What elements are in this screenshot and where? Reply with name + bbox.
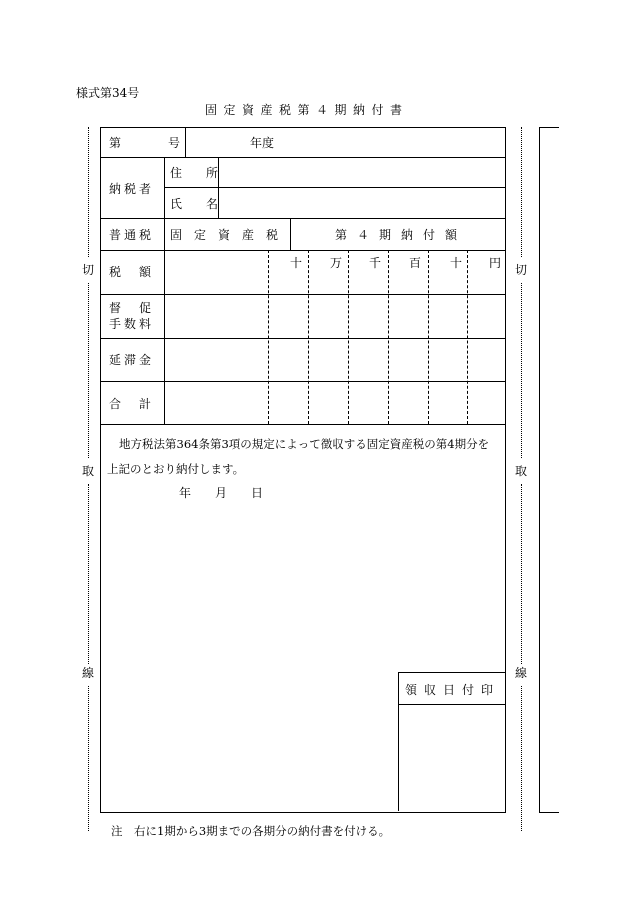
statement-line-2: 上記のとおり納付します。 — [107, 462, 245, 476]
statement-date: 年 月 日 — [179, 486, 264, 500]
unit-label: 十 — [290, 256, 303, 270]
amount-header: 第４期納付額 — [335, 228, 468, 242]
tax-type-label: 固定資産税 — [170, 228, 291, 242]
amount-col-divider — [388, 250, 389, 424]
name-label: 氏 名 — [170, 197, 225, 211]
receipt-box-top — [398, 672, 506, 673]
cut-line-left-segment — [88, 686, 89, 831]
row-divider — [100, 250, 506, 251]
row-divider — [100, 424, 506, 425]
address-label: 住 所 — [170, 166, 225, 180]
unit-label: 十 — [450, 256, 463, 270]
adjacent-form-edge — [539, 127, 540, 812]
adjacent-form-edge-top — [539, 127, 559, 128]
receipt-box-divider — [398, 704, 506, 705]
col-divider — [164, 157, 165, 424]
unit-label: 百 — [409, 256, 422, 270]
cut-line-right-char-1: 切 — [515, 263, 528, 277]
amount-col-divider — [428, 250, 429, 424]
cut-line-right-char-3: 線 — [515, 666, 528, 680]
taxpayer-label: 納税者 — [109, 182, 155, 196]
unit-label: 円 — [489, 256, 502, 270]
tax-amount-label: 税 額 — [109, 265, 155, 279]
number-label-dai: 第 — [109, 136, 122, 150]
cut-line-right-segment — [521, 484, 522, 664]
form-number: 様式第34号 — [76, 86, 140, 100]
amount-col-divider — [467, 250, 468, 424]
total-label: 合 計 — [109, 397, 155, 411]
unit-label: 千 — [369, 256, 382, 270]
row-divider — [100, 157, 506, 158]
receipt-box-left — [398, 672, 399, 811]
fiscal-year-label: 年度 — [250, 136, 275, 150]
amount-col-divider — [348, 250, 349, 424]
amount-col-divider — [308, 250, 309, 424]
delinquency-fee-label-1: 督 促 — [109, 301, 155, 315]
footnote: 注 右に1期から3期までの各期分の納付書を付ける。 — [111, 824, 391, 838]
statement-line-1: 地方税法第364条第3項の規定によって徴収する固定資産税の第4期分を — [119, 437, 490, 451]
row-divider — [100, 338, 506, 339]
cut-line-left-char-2: 取 — [82, 464, 95, 478]
page-title: 固定資産税第４期納付書 — [205, 103, 409, 117]
cut-line-left-char-1: 切 — [82, 263, 95, 277]
row-divider — [100, 294, 506, 295]
delinquency-fee-label-2: 手数料 — [109, 317, 155, 331]
number-label-go: 号 — [168, 136, 181, 150]
cut-line-left-segment — [88, 127, 89, 257]
row-divider — [100, 381, 506, 382]
col-divider — [185, 127, 186, 157]
row-divider — [164, 187, 506, 188]
cut-line-right-segment — [521, 127, 522, 257]
adjacent-form-edge-bottom — [539, 812, 559, 813]
cut-line-left-segment — [88, 283, 89, 458]
cut-line-right-segment — [521, 283, 522, 458]
col-divider — [290, 218, 291, 250]
receipt-stamp-label: 領収日付印 — [405, 683, 501, 697]
cut-line-right-char-2: 取 — [515, 464, 528, 478]
unit-label: 万 — [330, 256, 343, 270]
row-divider — [100, 218, 506, 219]
amount-col-divider — [268, 250, 269, 424]
cut-line-left-char-3: 線 — [82, 666, 95, 680]
cut-line-left-segment — [88, 484, 89, 664]
ordinary-tax-label: 普通税 — [109, 228, 155, 242]
cut-line-right-segment — [521, 686, 522, 831]
late-fee-label: 延滞金 — [109, 353, 155, 367]
